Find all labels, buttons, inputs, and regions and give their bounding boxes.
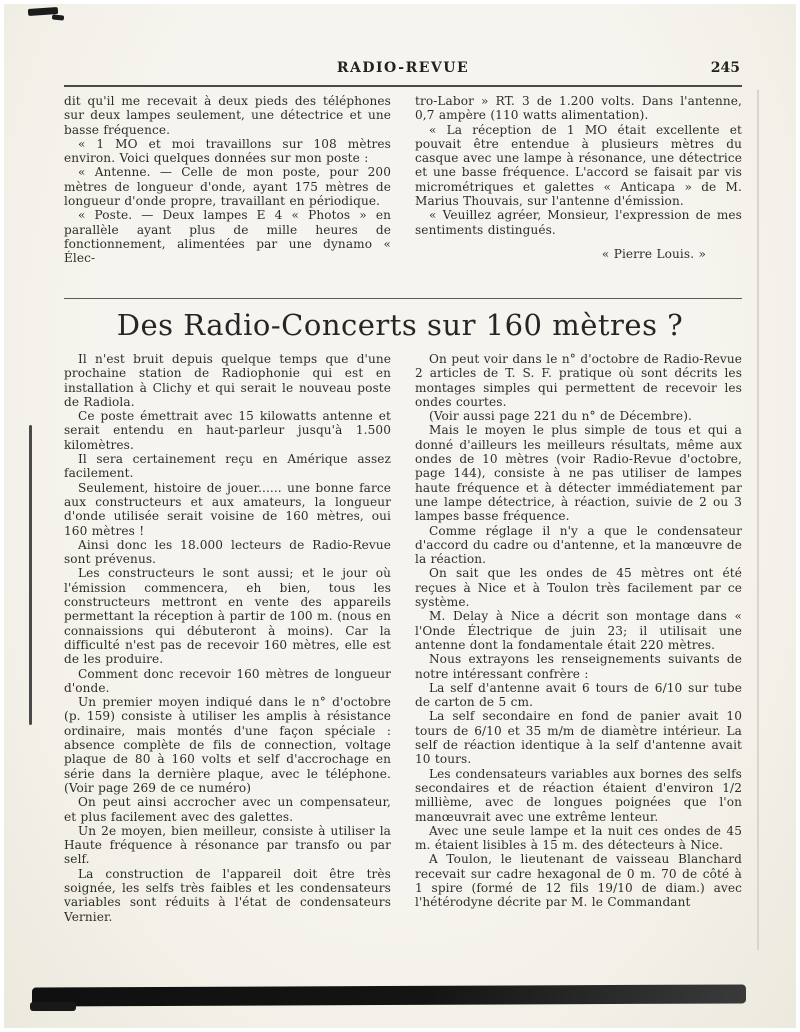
journal-title: RADIO-REVUE xyxy=(336,60,470,76)
paragraph: dit qu'il me recevait à deux pieds des téléphones sur deux lampes seulement, une détectrice et une basse fréquence. xyxy=(64,94,391,137)
paragraph: Un premier moyen indiqué dans le n° d'octobre (p. 159) consiste à utiliser les amplis à résistance ordinaire, mais montés d'une façon spéciale : absence complète de fils de connection, voltage plaque de 80 à 160 volts et self d'accrochage en série dans la dernière plaque, avec le téléphone. (Voir page 269 de ce numéro) xyxy=(64,695,391,795)
scan-artifact xyxy=(29,425,32,725)
paragraph: La self d'antenne avait 6 tours de 6/10 sur tube de carton de 5 cm. xyxy=(415,680,742,710)
paragraph: tro-Labor » RT. 3 de 1.200 volts. Dans l'antenne, 0,7 ampère (110 watts alimentation). xyxy=(415,94,742,123)
paragraph: « La réception de 1 MO était excellente et pouvait être entendue à plusieurs mètres du casque avec une lampe à résonance, une détectrice et une basse fréquence. L'accord se faisait par vis micrométriques et galettes « Anticapa » de M. Marius Thouvais, sur l'antenne d'émission. xyxy=(415,122,742,209)
page-header xyxy=(64,60,742,82)
paragraph: Nous extrayons les renseignements suivants de notre intéressant confrère : xyxy=(415,652,742,681)
paragraph: « Pierre Louis. » xyxy=(601,246,706,261)
article-title: Des Radio-Concerts sur 160 mètres ? xyxy=(116,308,684,342)
paragraph: Il sera certainement reçu en Amérique assez facilement. xyxy=(64,452,391,481)
paragraph: Avec une seule lampe et la nuit ces ondes de 45 m. étaient lisibles à 15 m. des détecteurs à Nice. xyxy=(415,823,742,853)
paragraph: A Toulon, le lieutenant de vaisseau Blanchard recevait sur cadre hexagonal de 0 m. 70 de côté à 1 spire (formé de 12 fils 19/10 de diam.) avec l'hétérodyne décrite par M. le Commandant xyxy=(415,852,742,910)
article-body xyxy=(64,352,742,954)
paragraph: Mais le moyen le plus simple de tous et qui a donné d'ailleurs les meilleurs résultats, même aux ondes de 10 mètres (voir Radio-Revue d'octobre, page 144), consiste à ne pas utiliser de lampes haute fréquence et à détecter immédiatement par une lampe détectrice, à réaction, suivie de 2 ou 3 lampes basse fréquence. xyxy=(415,423,742,524)
letter-column-right xyxy=(415,94,742,296)
paragraph: Un 2e moyen, bien meilleur, consiste à utiliser la Haute fréquence à résonance par transfo ou par self. xyxy=(64,823,391,867)
paragraph: Il n'est bruit depuis quelque temps que d'une prochaine station de Radiophonie qui est en installation à Clichy et qui serait le nouveau poste de Radiola. xyxy=(64,352,391,409)
paragraph: « 1 MO et moi travaillons sur 108 mètres environ. Voici quelques données sur mon poste : xyxy=(64,136,391,166)
header-rule xyxy=(64,85,742,87)
paragraph: Comment donc recevoir 160 mètres de longueur d'onde. xyxy=(64,666,391,695)
paragraph: Comme réglage il n'y a que le condensateur d'accord du cadre ou d'antenne, et la manœuvre de la réaction. xyxy=(415,523,742,567)
paragraph: Seulement, histoire de jouer...... une bonne farce aux constructeurs et aux amateurs, la longueur d'onde utilisée serait voisine de 160 mètres, oui 160 mètres ! xyxy=(64,480,391,538)
paragraph: La self secondaire en fond de panier avait 10 tours de 6/10 et 35 m/m de diamètre intérieur. La self de réaction identique à la self d'antenne avait 10 tours. xyxy=(415,709,742,767)
page-number: 245 xyxy=(710,60,740,76)
section-rule xyxy=(64,298,742,299)
scan-artifact xyxy=(757,90,759,950)
article-column-right xyxy=(415,352,742,954)
article-column-left xyxy=(64,352,391,954)
paragraph: (Voir aussi page 221 du n° de Décembre). xyxy=(429,409,692,424)
paragraph: On peut voir dans le n° d'octobre de Radio-Revue 2 articles de T. S. F. pratique où sont décrits les montages simples qui permettent de recevoir les ondes courtes. xyxy=(415,352,742,409)
paragraph: On peut ainsi accrocher avec un compensateur, et plus facilement avec des galettes. xyxy=(64,795,391,824)
scan-artifact xyxy=(32,984,746,1006)
paragraph: « Antenne. — Celle de mon poste, pour 200 mètres de longueur d'onde, ayant 175 mètres de longueur d'onde propre, travaillant en périodique. xyxy=(64,165,391,209)
paragraph: La construction de l'appareil doit être très soignée, les selfs très faibles et les condensateurs variables sont réduits à l'état de condensateurs Vernier. xyxy=(64,866,391,924)
letter-column-left xyxy=(64,94,391,296)
scan-artifact xyxy=(30,1002,76,1011)
paragraph: M. Delay à Nice a décrit son montage dans « l'Onde Électrique de juin 23; il utilisait une antenne dont la fondamentale était 220 mètres. xyxy=(415,609,742,652)
paragraph: « Veuillez agréer, Monsieur, l'expression de mes sentiments distingués. xyxy=(415,208,742,237)
paragraph: Les condensateurs variables aux bornes des selfs secondaires et de réaction étaient d'environ 1/2 millième, avec de longues poignées que l'on manœuvrait avec une extrême lenteur. xyxy=(415,766,742,824)
paragraph: Les constructeurs le sont aussi; et le jour où l'émission commencera, eh bien, tous les constructeurs mettront en vente des appareils permettant la réception à partir de 100 m. (nous en connaissions qui débuteront à moins). Car la difficulté n'est pas de recevoir 160 mètres, elle est de les produire. xyxy=(64,566,391,667)
paragraph: « Poste. — Deux lampes E 4 « Photos » en parallèle ayant plus de mille heures de fonctionnement, alimentées par une dynamo « Élec- xyxy=(64,208,391,266)
paragraph: On sait que les ondes de 45 mètres ont été reçues à Nice et à Toulon très facilement par ce système. xyxy=(415,566,742,610)
paragraph: Ce poste émettrait avec 15 kilowatts antenne et serait entendu en haut-parleur jusqu'à 1.500 kilomètres. xyxy=(64,409,391,452)
letter-section xyxy=(64,94,742,296)
paragraph: Ainsi donc les 18.000 lecteurs de Radio-Revue sont prévenus. xyxy=(64,537,391,567)
